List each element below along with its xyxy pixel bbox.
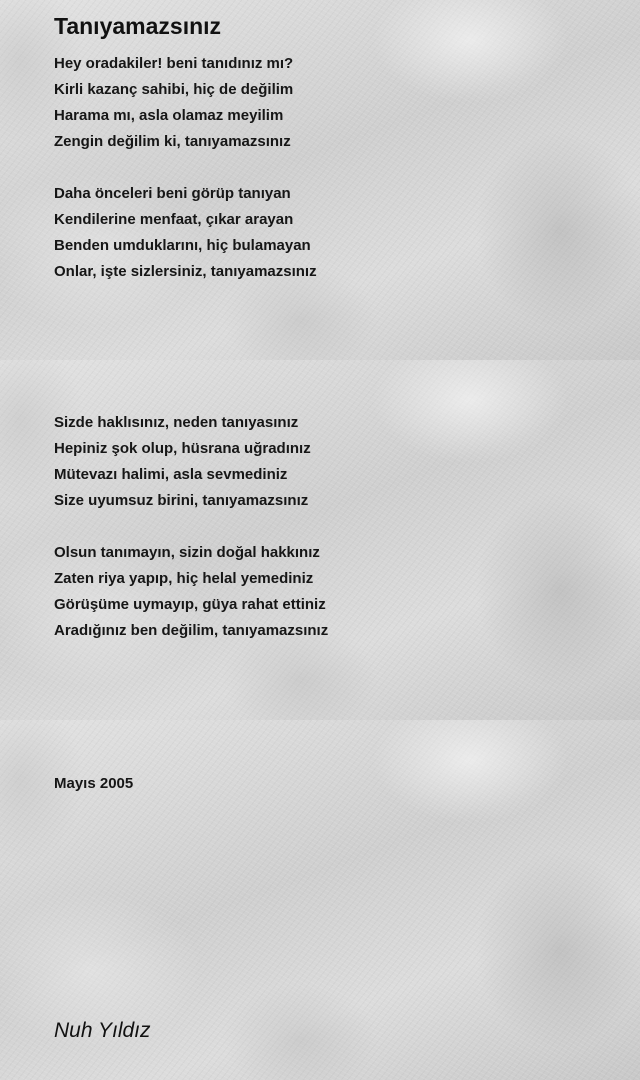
stanza-3 bbox=[54, 410, 311, 514]
poem-line: Daha önceleri beni görüp tanıyan bbox=[54, 185, 291, 202]
poem-panel-1 bbox=[0, 0, 640, 360]
poem-author: Nuh Yıldız bbox=[54, 1019, 151, 1042]
poem-line: Harama mı, asla olamaz meyilim bbox=[54, 107, 284, 124]
poem-panel-2 bbox=[0, 360, 640, 720]
poem-line: Onlar, işte sizlersiniz, tanıyamazsınız bbox=[54, 263, 317, 280]
poem-line: Kirli kazanç sahibi, hiç de değilim bbox=[54, 81, 294, 98]
stanza-1 bbox=[54, 51, 293, 155]
poem-date: Mayıs 2005 bbox=[54, 775, 134, 792]
poem-line: Kendilerine menfaat, çıkar arayan bbox=[54, 211, 294, 228]
poem-line: Hepiniz şok olup, hüsrana uğradınız bbox=[54, 440, 311, 457]
poem-line: Sizde haklısınız, neden tanıyasınız bbox=[54, 414, 299, 431]
poem-line: Aradığınız ben değilim, tanıyamazsınız bbox=[54, 622, 329, 639]
poem-line: Mütevazı halimi, asla sevmediniz bbox=[54, 466, 288, 483]
poem-line: Zengin değilim ki, tanıyamazsınız bbox=[54, 133, 291, 150]
poem-line: Zaten riya yapıp, hiç helal yemediniz bbox=[54, 570, 314, 587]
poem-line: Benden umduklarını, hiç bulamayan bbox=[54, 237, 311, 254]
poem-line: Olsun tanımayın, sizin doğal hakkınız bbox=[54, 544, 320, 561]
poem-panel-3 bbox=[0, 720, 640, 1080]
stanza-4 bbox=[54, 540, 328, 644]
poem-title: Tanıyamazsınız bbox=[54, 13, 222, 39]
poem-line: Size uyumsuz birini, tanıyamazsınız bbox=[54, 492, 309, 509]
poem-line: Görüşüme uymayıp, güya rahat ettiniz bbox=[54, 596, 326, 613]
stanza-2 bbox=[54, 181, 317, 285]
poem-line: Hey oradakiler! beni tanıdınız mı? bbox=[54, 55, 294, 72]
